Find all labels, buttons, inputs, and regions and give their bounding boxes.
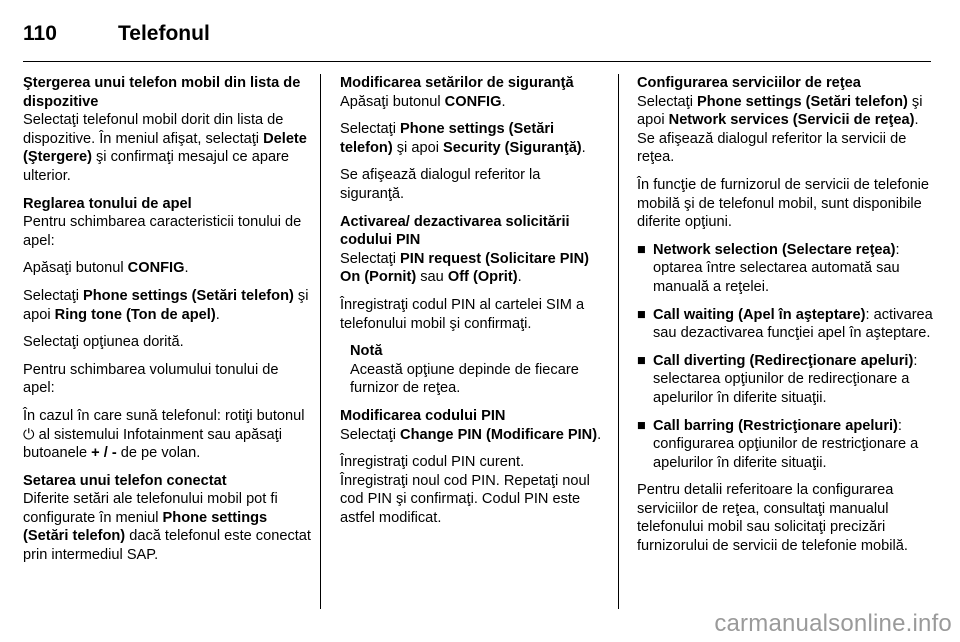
section-text: [23, 490, 313, 564]
list-item: [637, 417, 933, 473]
paragraph: Pentru schimbarea caracteristicii tonului de apel:: [23, 214, 302, 249]
list-item: [637, 352, 933, 408]
section-heading: Modificarea setărilor de siguranţă: [340, 75, 574, 91]
section-heading: Ştergerea unui telefon mobil din lista de dispozitive: [23, 75, 301, 110]
paragraph: [23, 407, 313, 463]
section-connected-phone: [23, 472, 313, 565]
option-text: : optarea între selectarea automată sau manuală a reţelei.: [653, 241, 900, 295]
page-number: 110: [23, 22, 57, 45]
text-run: .: [581, 139, 586, 156]
text-run: Selectaţi telefonul mobil dorit din lista de dispozitive. În meniul afişat, selectaţi: [23, 112, 284, 147]
text-run: şi confirmaţi mesajul ce apare ulterior.: [23, 149, 290, 184]
menu-term: Phone settings (Setări telefon): [23, 509, 268, 545]
option-term: Call waiting (Apel în aşteptare): [653, 306, 866, 323]
paragraph: Înregistraţi codul PIN al cartelei SIM a telefonului mobil şi confirmaţi.: [340, 296, 585, 332]
text-run: .: [597, 426, 602, 443]
paragraph: [340, 426, 608, 445]
note-text: Această opţiune depinde de fiecare furnizor de reţea.: [350, 361, 579, 397]
menu-term: Security (Siguranţă): [443, 139, 582, 156]
section-delete-phone: [23, 74, 313, 186]
text-run: Selectaţi: [340, 426, 401, 443]
paragraph: Înregistraţi noul cod PIN. Repetaţi noul cod PIN şi confirmaţi. Codul PIN este astfel modificat.: [340, 472, 590, 526]
menu-term: Ring tone (Ton de apel): [54, 306, 216, 323]
paragraph: În funcţie de furnizorul de servicii de telefonie mobilă şi de telefonul mobil, sunt disponibile diferite opţiuni.: [637, 176, 930, 231]
text-run: Apăsaţi butonul: [23, 260, 128, 277]
power-icon: ⏻: [23, 426, 35, 443]
page-title: Telefonul: [118, 22, 210, 45]
text-run: Selectaţi: [340, 121, 401, 138]
text-run: .: [517, 269, 522, 286]
watermark: carmanualsonline.info: [714, 610, 952, 637]
section-heading: Configurarea serviciilor de reţea: [637, 75, 861, 91]
paragraph: Se afişează dialogul referitor la siguranţă.: [340, 167, 541, 202]
text-run: Selectaţi: [340, 250, 401, 267]
column-left: [23, 74, 313, 574]
text-run: .: [184, 260, 189, 277]
section-heading: Reglarea tonului de apel: [23, 195, 192, 212]
text-run: Diferite setări ale telefonului mobil pot fi configurate în meniul: [23, 491, 278, 526]
paragraph: [637, 93, 933, 167]
list-item: [637, 306, 933, 343]
section-text: [23, 111, 313, 185]
bullet-icon: ■: [637, 306, 646, 323]
bullet-icon: ■: [637, 241, 646, 258]
text-run: Apăsaţi butonul: [340, 93, 445, 110]
column-middle: [340, 74, 608, 536]
section-change-pin: [340, 407, 608, 528]
paragraph: [340, 93, 608, 112]
menu-term: Phone settings (Setări telefon): [83, 287, 294, 304]
list-item: [637, 241, 933, 297]
section-pin-request: [340, 213, 608, 398]
button-term: CONFIG: [444, 93, 502, 110]
section-heading: Setarea unui telefon conectat: [23, 472, 227, 489]
option-text: : activarea sau dezactivarea funcţiei apel în aşteptare.: [653, 306, 933, 342]
column-divider-2: [618, 74, 619, 609]
page-header: [23, 14, 210, 54]
text-run: Selectaţi: [637, 93, 698, 110]
option-text: : selectarea opţiunilor de redirecţionare a apelurilor în diferite situaţii.: [653, 352, 918, 406]
text-run: sau: [416, 269, 448, 286]
text-run: şi apoi: [23, 287, 309, 323]
menu-term: Network services (Servicii de reţea): [668, 112, 915, 129]
paragraph: Pentru detalii referitoare la configurarea serviciilor de reţea, consultaţi manualul telefonului mobil sau solicitaţi precizări furnizorului de servicii de telefonie mobilă.: [637, 482, 908, 555]
text-run: .: [501, 93, 506, 110]
option-term: Call barring (Restricţionare apeluri): [653, 417, 898, 434]
text-run: şi apoi: [637, 93, 923, 129]
menu-term: Off (Oprit): [447, 269, 518, 286]
paragraph: [340, 250, 608, 287]
bullet-icon: ■: [637, 417, 646, 434]
text-run: şi apoi: [392, 139, 443, 156]
text-run: Selectaţi: [23, 287, 84, 304]
note-heading: Notă: [350, 343, 383, 360]
paragraph: Pentru schimbarea volumului tonului de apel:: [23, 361, 279, 397]
button-term: + / -: [91, 445, 117, 462]
paragraph: Înregistraţi codul PIN curent.: [340, 454, 525, 471]
paragraph: [23, 287, 313, 324]
section-ring-tone: [23, 195, 313, 463]
text-run: În cazul în care sună telefonul: rotiţi butonul: [23, 407, 305, 424]
menu-term: Change PIN (Modificare PIN): [400, 426, 598, 443]
options-list: [637, 241, 933, 473]
menu-term: PIN request (Solicitare PIN) On (Pornit): [340, 250, 589, 286]
button-term: CONFIG: [127, 260, 185, 277]
text-run: .: [215, 306, 220, 323]
column-divider-1: [320, 74, 321, 609]
menu-term: Delete (Ştergere): [23, 130, 307, 166]
section-heading: Modificarea codului PIN: [340, 407, 506, 424]
menu-term: Phone settings (Setări telefon): [340, 121, 555, 156]
section-network-services: [637, 74, 933, 556]
text-run: al sistemului Infotainment sau apăsaţi butoanele: [23, 426, 282, 462]
text-run: . Se afişează dialogul referitor la servicii de reţea.: [637, 112, 919, 166]
section-heading: Activarea/ dezactivarea solicitării codului PIN: [340, 213, 570, 249]
paragraph: [23, 259, 313, 278]
paragraph: [340, 120, 608, 157]
option-term: Call diverting (Redirecţionare apeluri): [653, 352, 914, 369]
column-right: [637, 74, 933, 565]
section-security-settings: [340, 74, 608, 204]
option-term: Network selection (Selectare reţea): [653, 241, 896, 258]
option-text: : configurarea opţiunilor de restricţionare a apelurilor în diferite situaţii.: [653, 417, 919, 471]
paragraph: Selectaţi opţiunea dorită.: [23, 334, 184, 351]
note-box: [350, 342, 608, 398]
text-run: dacă telefonul este conectat prin intermediul SAP.: [23, 528, 311, 564]
menu-term: Phone settings (Setări telefon): [697, 93, 908, 110]
bullet-icon: ■: [637, 352, 646, 369]
header-rule: [23, 61, 931, 62]
text-run: de pe volan.: [116, 445, 201, 462]
